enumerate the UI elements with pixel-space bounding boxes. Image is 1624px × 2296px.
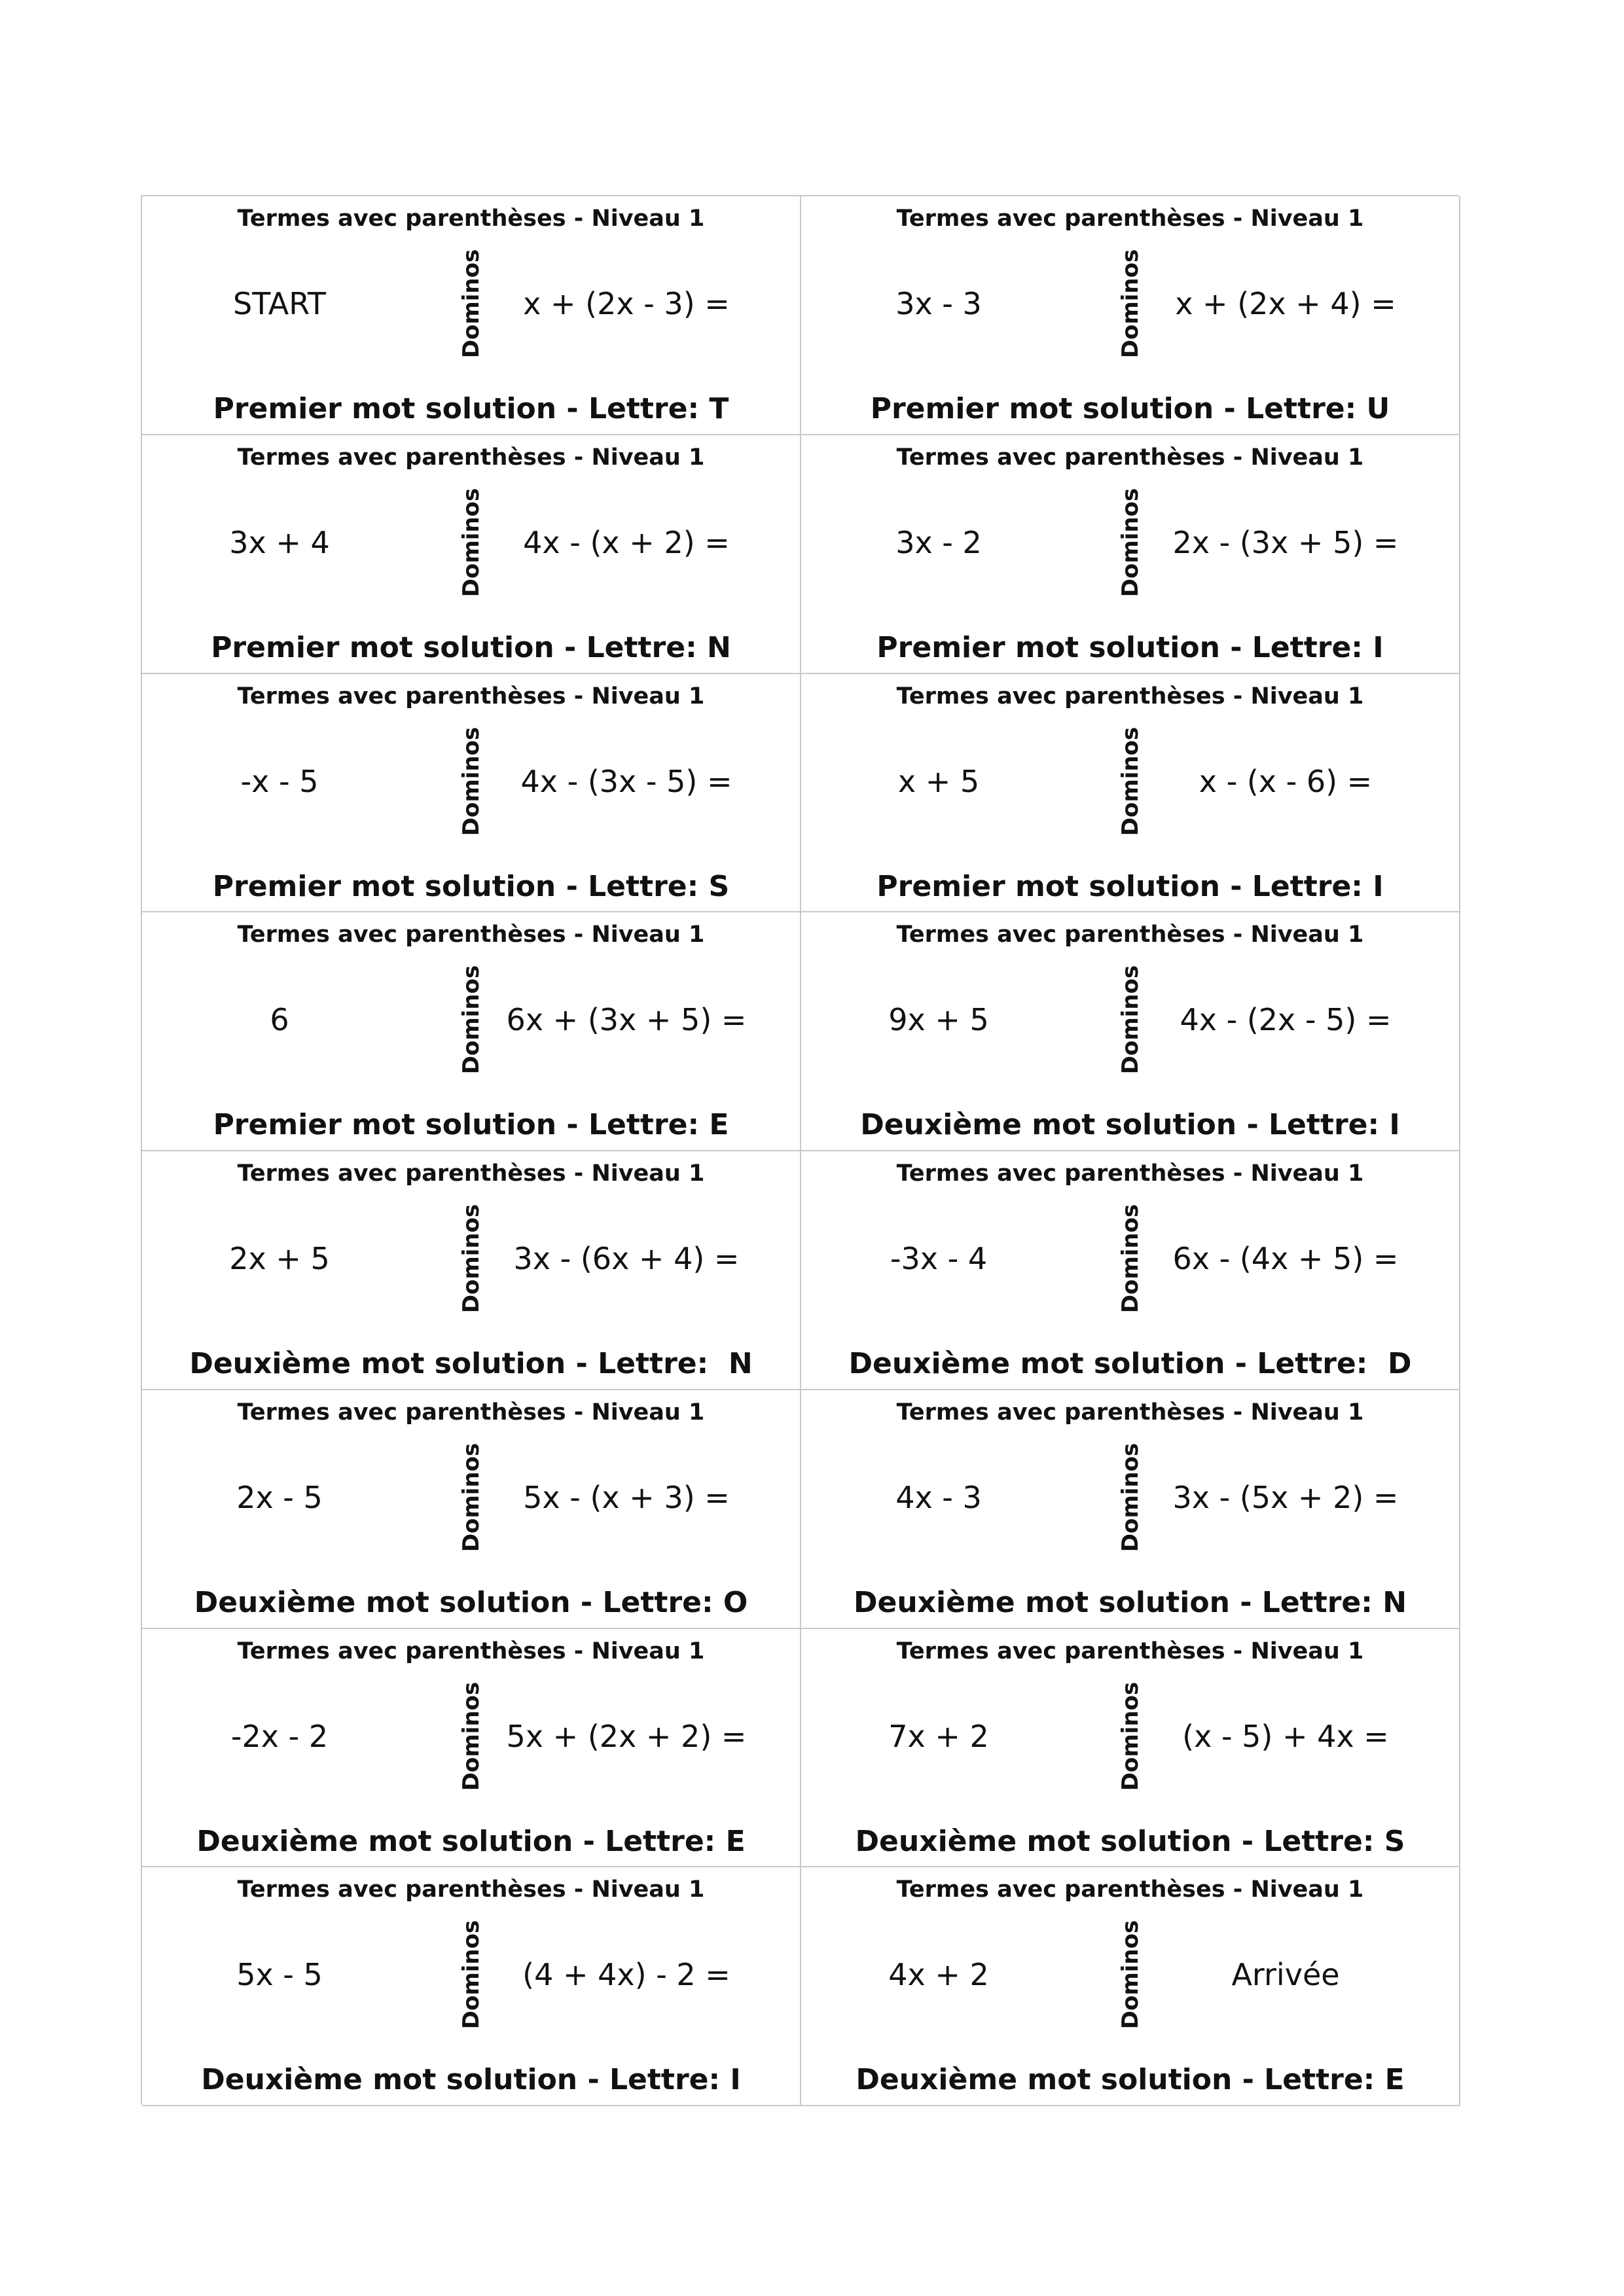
card-footer: Premier mot solution - Lettre: T (213, 392, 729, 425)
dominos-label: Dominos (458, 965, 484, 1075)
card-answer: 6 (270, 1002, 289, 1038)
card-question: 3x - (6x + 4) = (513, 1241, 740, 1276)
card-question: x - (x - 6) = (1199, 763, 1373, 799)
card-answer: START (233, 286, 326, 321)
card-title: Termes avec parenthèses - Niveau 1 (896, 683, 1364, 709)
card-question: 4x - (2x - 5) = (1180, 1002, 1392, 1038)
domino-card (142, 1151, 801, 1390)
card-title: Termes avec parenthèses - Niveau 1 (896, 922, 1364, 948)
domino-card (801, 435, 1460, 674)
domino-card-grid (141, 195, 1459, 2105)
card-question: 5x + (2x + 2) = (506, 1718, 747, 1754)
card-answer: 7x + 2 (888, 1718, 989, 1754)
dominos-label: Dominos (458, 249, 484, 359)
card-answer: 2x + 5 (229, 1241, 330, 1276)
card-footer: Deuxième mot solution - Lettre: O (194, 1585, 748, 1619)
card-question: 6x - (4x + 5) = (1172, 1241, 1399, 1276)
dominos-label: Dominos (1117, 965, 1144, 1075)
card-answer: 3x - 2 (895, 524, 982, 560)
card-footer: Deuxième mot solution - Lettre: E (856, 2063, 1405, 2097)
domino-card (142, 1390, 801, 1629)
card-question: (x - 5) + 4x = (1182, 1718, 1389, 1754)
card-answer: -3x - 4 (890, 1241, 988, 1276)
card-footer: Premier mot solution - Lettre: N (211, 630, 731, 664)
domino-card (801, 1629, 1460, 1868)
card-footer: Deuxième mot solution - Lettre: S (855, 1824, 1405, 1858)
domino-card (142, 912, 801, 1151)
card-question: 5x - (x + 3) = (523, 1479, 730, 1515)
card-question: Arrivée (1231, 1957, 1340, 1993)
card-footer: Premier mot solution - Lettre: E (213, 1108, 729, 1142)
dominos-label: Dominos (1117, 488, 1144, 597)
card-answer: 4x + 2 (888, 1957, 989, 1993)
card-answer: -x - 5 (240, 763, 319, 799)
domino-card (142, 1629, 801, 1868)
card-question: 4x - (3x - 5) = (520, 763, 732, 799)
card-title: Termes avec parenthèses - Niveau 1 (896, 1399, 1364, 1426)
dominos-label: Dominos (458, 1920, 484, 2030)
dominos-label: Dominos (1117, 1920, 1144, 2030)
card-question: 4x - (x + 2) = (523, 524, 730, 560)
domino-card (801, 1151, 1460, 1390)
card-footer: Deuxième mot solution - Lettre: N (853, 1585, 1407, 1619)
card-question: x + (2x + 4) = (1175, 286, 1396, 321)
dominos-label: Dominos (458, 488, 484, 597)
card-answer: 2x - 5 (236, 1479, 323, 1515)
card-footer: Deuxième mot solution - Lettre: N (189, 1347, 753, 1380)
card-title: Termes avec parenthèses - Niveau 1 (896, 1876, 1364, 1903)
card-answer: 5x - 5 (236, 1957, 323, 1993)
card-question: x + (2x - 3) = (523, 286, 730, 321)
card-answer: 4x - 3 (895, 1479, 982, 1515)
card-title: Termes avec parenthèses - Niveau 1 (237, 1160, 705, 1187)
card-footer: Deuxième mot solution - Lettre: I (860, 1108, 1400, 1142)
dominos-label: Dominos (1117, 1204, 1144, 1314)
card-answer: 9x + 5 (888, 1002, 989, 1038)
card-footer: Deuxième mot solution - Lettre: E (196, 1824, 746, 1858)
card-title: Termes avec parenthèses - Niveau 1 (237, 683, 705, 709)
domino-card (142, 435, 801, 674)
card-title: Termes avec parenthèses - Niveau 1 (237, 1876, 705, 1903)
card-title: Termes avec parenthèses - Niveau 1 (237, 1638, 705, 1664)
card-title: Termes avec parenthèses - Niveau 1 (237, 444, 705, 471)
card-title: Termes avec parenthèses - Niveau 1 (237, 922, 705, 948)
card-title: Termes avec parenthèses - Niveau 1 (237, 1399, 705, 1426)
card-question: 6x + (3x + 5) = (506, 1002, 747, 1038)
domino-card (142, 196, 801, 435)
domino-card (801, 912, 1460, 1151)
card-answer: 3x + 4 (229, 524, 330, 560)
card-footer: Deuxième mot solution - Lettre: I (201, 2063, 741, 2097)
dominos-label: Dominos (458, 1204, 484, 1314)
dominos-label: Dominos (1117, 249, 1144, 359)
card-title: Termes avec parenthèses - Niveau 1 (896, 444, 1364, 471)
dominos-label: Dominos (1117, 726, 1144, 836)
card-answer: -2x - 2 (230, 1718, 329, 1754)
card-question: (4 + 4x) - 2 = (522, 1957, 731, 1993)
domino-card (801, 196, 1460, 435)
dominos-label: Dominos (1117, 1443, 1144, 1552)
card-footer: Deuxième mot solution - Lettre: D (848, 1347, 1412, 1380)
domino-card (142, 1867, 801, 2106)
card-footer: Premier mot solution - Lettre: S (212, 869, 730, 903)
dominos-label: Dominos (458, 1443, 484, 1552)
domino-card (801, 1390, 1460, 1629)
domino-card (142, 674, 801, 913)
domino-card (801, 1867, 1460, 2106)
card-footer: Premier mot solution - Lettre: I (876, 630, 1384, 664)
dominos-label: Dominos (458, 1681, 484, 1791)
card-title: Termes avec parenthèses - Niveau 1 (237, 206, 705, 232)
dominos-label: Dominos (458, 726, 484, 836)
domino-card (801, 674, 1460, 913)
card-answer: x + 5 (897, 763, 980, 799)
card-title: Termes avec parenthèses - Niveau 1 (896, 206, 1364, 232)
card-answer: 3x - 3 (895, 286, 982, 321)
card-title: Termes avec parenthèses - Niveau 1 (896, 1160, 1364, 1187)
card-footer: Premier mot solution - Lettre: U (870, 392, 1390, 425)
card-question: 2x - (3x + 5) = (1172, 524, 1399, 560)
dominos-label: Dominos (1117, 1681, 1144, 1791)
card-title: Termes avec parenthèses - Niveau 1 (896, 1638, 1364, 1664)
card-footer: Premier mot solution - Lettre: I (876, 869, 1384, 903)
card-question: 3x - (5x + 2) = (1172, 1479, 1399, 1515)
